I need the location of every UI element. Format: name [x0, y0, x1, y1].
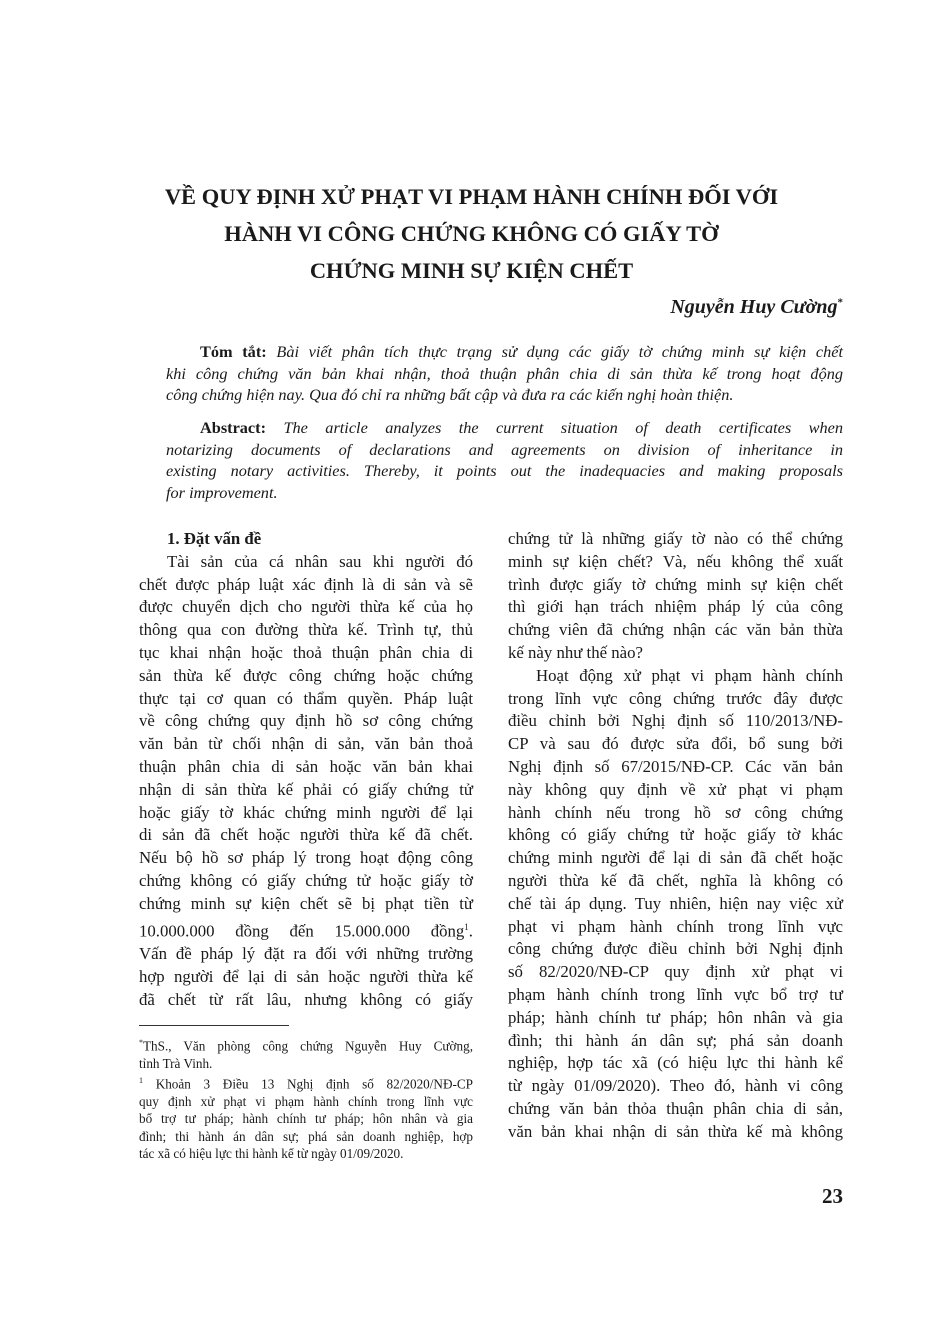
body-line: số 82/2020/NĐ-CP quy định xử phạt vi — [508, 962, 843, 982]
footnote-ref: 1 — [464, 921, 469, 932]
body-line: thuận phân chia di sản hoặc văn bản khai — [139, 756, 473, 776]
body-line: di sản đã chết hoặc người thừa kế đã chết. — [139, 825, 473, 845]
body-line: điều chỉnh bởi Nghị định số 110/2013/NĐ- — [508, 711, 843, 731]
footnote-line: quy định xử phạt vi phạm hành chính trong lĩnh vực — [139, 1093, 473, 1109]
footnote-line: đình; thi hành án dân sự; phá sản doanh nghiệp, hợp — [139, 1128, 473, 1144]
title-line: HÀNH VI CÔNG CHỨNG KHÔNG CÓ GIẤY TỜ — [224, 221, 719, 246]
body-line: hoặc giấy tờ khác chứng minh người để lại — [139, 802, 473, 822]
summary-vi — [166, 341, 843, 406]
body-line: người thừa kế đã chết, nghĩa là không có — [508, 870, 843, 890]
footnote-text: ThS., Văn phòng công chứng Nguyễn Huy Cường, — [143, 1038, 473, 1054]
body-line: thì giới hạn trách nhiệm pháp lý của công — [508, 597, 843, 617]
body-line: phạt vi phạm hành chính trong lĩnh vực — [508, 916, 843, 936]
summary-line: công chứng hiện nay. Qua đó chỉ ra những bất cập và đưa ra các kiến nghị hoàn thiện. — [166, 385, 734, 404]
footnote-ref-punct: . — [468, 921, 473, 941]
body-line: kế này như thế nào? — [508, 642, 643, 662]
body-line: công chứng được điều chỉnh bởi Nghị định — [508, 939, 843, 959]
body-line: trình được giấy tờ chứng minh sự kiện chết — [508, 574, 843, 594]
body-line: nghiệp, hợp tác xã (có hiệu lực thi hành kể — [508, 1053, 843, 1073]
title-line: VỀ QUY ĐỊNH XỬ PHẠT VI PHẠM HÀNH CHÍNH ĐỐI VỚI — [164, 184, 779, 209]
summary-line: khi công chứng văn bản khai nhận, thoả thuận phân chia di sản thừa kế trong hoạt động — [166, 363, 843, 383]
article-title — [100, 178, 843, 289]
right-column — [508, 528, 843, 1144]
body-line: từ ngày 01/09/2020). Theo đó, hành vi công — [508, 1076, 843, 1096]
body-line: Tài sản của cá nhân sau khi người đó — [167, 551, 473, 571]
body-line: CP và sau đó được sửa đổi, bổ sung bởi — [508, 734, 843, 754]
title-line: CHỨNG MINH SỰ KIỆN CHẾT — [309, 258, 634, 283]
body-line: chứng tử là những giấy tờ nào có thể chứng — [508, 529, 843, 548]
abstract-text: The article analyzes the current situation of death certificates when — [283, 418, 844, 437]
body-line: về công chứng quy định hồ sơ công chứng — [139, 711, 473, 731]
summary-en — [166, 417, 843, 503]
body-line: không có giấy chứng tử hoặc giấy tờ khác — [508, 825, 843, 845]
footnote-mark: 1 — [139, 1076, 143, 1085]
body-line: chứng minh người để lại di sản đã chết hoặc — [508, 848, 843, 868]
author-byline — [670, 296, 843, 319]
body-line: nhận di sản thừa kế phải có giấy chứng tử — [139, 779, 473, 799]
body-line: trong lĩnh vực công chứng trước đây được — [508, 688, 843, 708]
abstract-line: for improvement. — [166, 482, 278, 502]
body-line: thực tại cơ quan có thẩm quyền. Pháp luật — [139, 688, 473, 708]
author-footnote-mark: * — [837, 296, 843, 309]
abstract-line — [166, 417, 843, 439]
body-line: chết được pháp luật xác định là di sản và sẽ — [139, 574, 473, 594]
summary-text: Bài viết phân tích thực trạng sử dụng các giấy tờ chứng minh sự kiện chết — [276, 342, 844, 361]
body-line: đã chết từ rất lâu, nhưng không có giấy — [139, 989, 473, 1009]
body-line — [139, 916, 473, 943]
footnote-divider — [139, 1025, 289, 1026]
summary-line — [166, 341, 843, 363]
body-line: chứng viên đã chứng nhận các văn bản thừa — [508, 620, 843, 640]
body-line: đình; thi hành án dân sự; phá sản doanh — [508, 1030, 843, 1050]
body-line: minh sự kiện chết? Và, nếu không thể xuất — [508, 551, 843, 571]
body-line: hợp người để lại di sản hoặc người thừa kế — [139, 966, 473, 986]
page-number: 23 — [822, 1184, 843, 1208]
body-line: tục khai nhận hoặc thoả thuận phân chia di — [139, 642, 473, 662]
author-name: Nguyễn Huy Cường — [670, 296, 838, 318]
abstract-label: Abstract: — [200, 418, 267, 437]
body-line: văn bản từ chối nhận di sản, văn bản thoả — [139, 734, 473, 754]
abstract-line: notarizing documents of declarations and agreements on division of inheritance in — [166, 439, 843, 459]
section-heading: 1. Đặt vấn đề — [167, 529, 262, 548]
summary-label: Tóm tắt: — [200, 342, 267, 361]
abstract-line: existing notary activities. Thereby, it points out the inadequacies and making proposals — [166, 461, 843, 480]
body-line: Hoạt động xử phạt vi phạm hành chính — [536, 665, 843, 685]
body-line: pháp; hành chính tư pháp; hôn nhân và gia — [508, 1007, 843, 1027]
body-line: Vấn đề pháp lý đặt ra đối với những trường — [139, 943, 473, 963]
body-line: phạm hành chính trong lĩnh vực bổ trợ tư — [508, 984, 843, 1004]
body-line: sản thừa kế được công chứng hoặc chứng — [139, 665, 473, 685]
body-line: hành chính nếu trong hồ sơ công chứng — [508, 802, 843, 822]
footnote-1 — [139, 1072, 473, 1162]
body-line: thông qua con đường thừa kế. Trình tự, thủ — [139, 620, 473, 640]
left-column — [139, 528, 473, 1011]
body-line: chế tài áp dụng. Tuy nhiên, hiện nay việc xử — [508, 893, 843, 913]
body-line: Nếu bộ hồ sơ pháp lý trong hoạt động công — [139, 848, 473, 868]
body-line: chứng văn bản thỏa thuận phân chia di sản, — [508, 1098, 843, 1118]
footnote-line: bổ trợ tư pháp; hành chính tư pháp; hôn nhân và gia — [139, 1111, 473, 1127]
body-line: này không quy định về xử phạt vi phạm — [508, 779, 843, 799]
footnote-line — [139, 1072, 473, 1093]
footnote-line — [139, 1034, 473, 1055]
body-line: Nghị định số 67/2015/NĐ-CP. Các văn bản — [508, 756, 843, 776]
body-text: 10.000.000 đồng đến 15.000.000 đồng — [139, 921, 465, 941]
footnote-star — [139, 1034, 473, 1072]
body-line: chứng không có giấy chứng tử hoặc giấy tờ — [139, 870, 473, 890]
footnote-text: Khoản 3 Điều 13 Nghị định số 82/2020/NĐ-CP — [155, 1076, 473, 1092]
body-line: văn bản khai nhận di sản thừa kế mà không — [508, 1121, 843, 1141]
body-line: chứng minh sự kiện chết sẽ bị phạt tiền từ — [139, 893, 473, 913]
footnote-line: tỉnh Trà Vinh. — [139, 1055, 213, 1071]
footnote-mark: * — [139, 1038, 143, 1047]
footnote-line: tác xã có hiệu lực thi hành kể từ ngày 01/09/2020. — [139, 1146, 404, 1162]
body-line: được chuyển dịch cho người thừa kế của họ — [139, 597, 473, 617]
